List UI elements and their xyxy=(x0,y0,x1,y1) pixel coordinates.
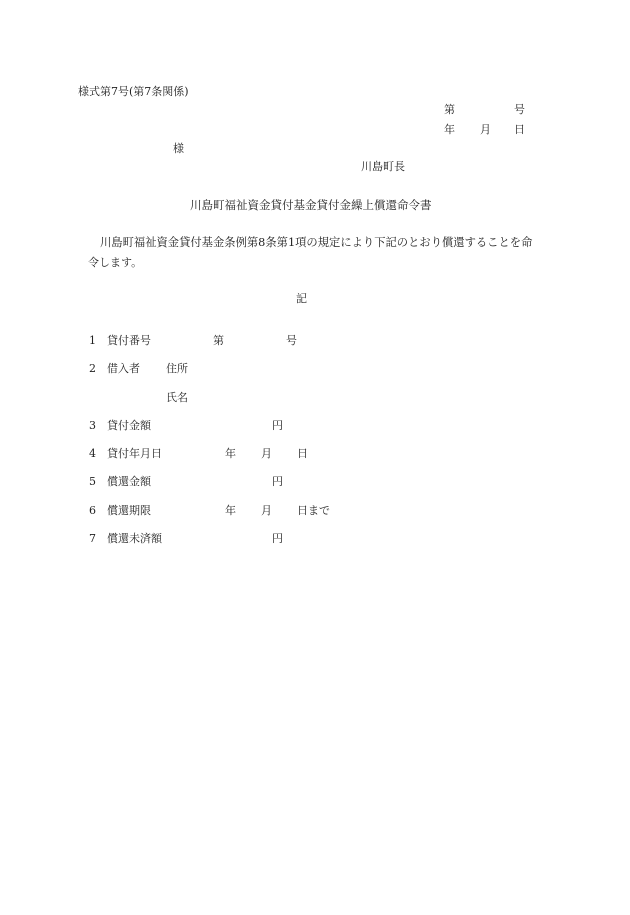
item-unit: 円 xyxy=(272,475,283,488)
document-title: 川島町福祉資金貸付基金貸付金繰上償還命令書 xyxy=(190,198,432,212)
date-day: 日 xyxy=(514,123,525,136)
item-month: 月 xyxy=(261,504,272,517)
item-number: 6 xyxy=(89,504,96,517)
item-unit: 円 xyxy=(272,419,283,432)
item-day: 日 xyxy=(297,447,308,460)
issuer: 川島町長 xyxy=(361,160,405,173)
body-line-1: 川島町福祉資金貸付基金条例第8条第1項の規定により下記のとおり償還することを命 xyxy=(100,236,533,249)
item-label: 貸付年月日 xyxy=(107,447,162,460)
item-number-suffix: 号 xyxy=(286,334,297,347)
item-number: 2 xyxy=(89,362,96,375)
item-label: 償還未済額 xyxy=(107,532,162,545)
item-year: 年 xyxy=(225,504,236,517)
form-label: 様式第7号(第7条関係) xyxy=(78,85,189,98)
item-number: 5 xyxy=(89,475,96,488)
item-year: 年 xyxy=(225,447,236,460)
item-number: 1 xyxy=(89,334,96,347)
date-month: 月 xyxy=(480,123,491,136)
doc-number-suffix: 号 xyxy=(514,103,525,116)
item-name-label: 氏名 xyxy=(166,391,188,404)
doc-number-prefix: 第 xyxy=(444,103,455,116)
item-number-prefix: 第 xyxy=(213,334,224,347)
item-label: 貸付番号 xyxy=(107,334,151,347)
item-day: 日まで xyxy=(297,504,330,517)
addressee-suffix: 様 xyxy=(173,142,184,155)
item-label: 貸付金額 xyxy=(107,419,151,432)
item-number: 3 xyxy=(89,419,96,432)
item-label: 借入者 xyxy=(107,362,140,375)
item-label: 償還金額 xyxy=(107,475,151,488)
item-unit: 円 xyxy=(272,532,283,545)
item-address-label: 住所 xyxy=(166,362,188,375)
ki-heading: 記 xyxy=(296,292,307,305)
body-line-2: 令します。 xyxy=(88,256,143,269)
item-label: 償還期限 xyxy=(107,504,151,517)
date-year: 年 xyxy=(444,123,455,136)
item-number: 7 xyxy=(89,532,96,545)
item-month: 月 xyxy=(261,447,272,460)
item-number: 4 xyxy=(89,447,96,460)
